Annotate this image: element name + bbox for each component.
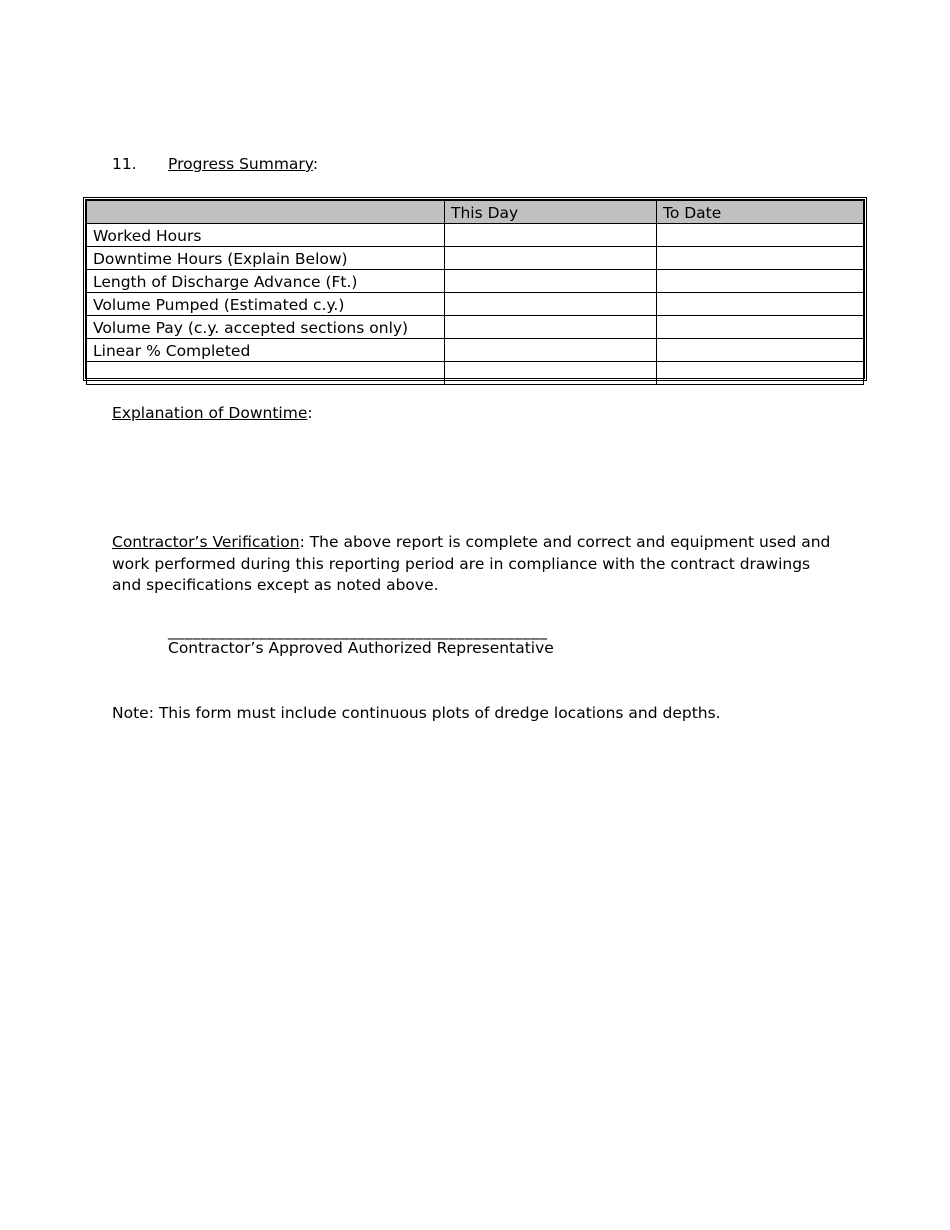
to-date-cell[interactable] [657, 362, 864, 385]
this-day-cell[interactable] [445, 316, 657, 339]
this-day-cell[interactable] [445, 293, 657, 316]
header-cell-label [87, 201, 445, 224]
to-date-cell[interactable] [657, 270, 864, 293]
table-row [87, 270, 864, 293]
section-title-text: Progress Summary [168, 155, 313, 173]
header-cell-to-date: To Date [657, 201, 864, 224]
table-row [87, 224, 864, 247]
signature-line[interactable]: ______________________________________________ [168, 622, 548, 640]
to-date-cell[interactable] [657, 316, 864, 339]
row-label: Linear % Completed [87, 339, 445, 362]
section-title-suffix: : [312, 155, 319, 173]
table-row [87, 247, 864, 270]
table-header-row [87, 201, 864, 224]
signature-caption: Contractor’s Approved Authorized Representative [168, 639, 554, 657]
this-day-cell[interactable] [445, 224, 657, 247]
table-row [87, 293, 864, 316]
this-day-cell[interactable] [445, 247, 657, 270]
section-title [168, 155, 318, 173]
row-label: Volume Pay (c.y. accepted sections only) [87, 316, 445, 339]
verification-text: : The above report is complete and correct and equipment used and work performed during this reporting period are in compliance with the contract drawings and specifications except as noted above. [112, 533, 831, 594]
to-date-cell[interactable] [657, 293, 864, 316]
to-date-cell[interactable] [657, 247, 864, 270]
row-label[interactable] [87, 362, 445, 385]
contractor-verification [112, 532, 842, 597]
verification-label: Contractor’s Verification [112, 533, 300, 551]
downtime-explanation-label [112, 404, 313, 422]
row-label: Worked Hours [87, 224, 445, 247]
this-day-cell[interactable] [445, 270, 657, 293]
form-note: Note: This form must include continuous plots of dredge locations and depths. [112, 704, 721, 722]
downtime-label-text: Explanation of Downtime [112, 404, 308, 422]
to-date-cell[interactable] [657, 224, 864, 247]
section-number: 11. [112, 155, 137, 173]
table-row [87, 316, 864, 339]
progress-summary-table [83, 197, 867, 381]
row-label: Length of Discharge Advance (Ft.) [87, 270, 445, 293]
header-cell-this-day: This Day [445, 201, 657, 224]
this-day-cell[interactable] [445, 362, 657, 385]
table-row [87, 362, 864, 385]
downtime-label-suffix: : [307, 404, 313, 422]
row-label: Volume Pumped (Estimated c.y.) [87, 293, 445, 316]
row-label: Downtime Hours (Explain Below) [87, 247, 445, 270]
this-day-cell[interactable] [445, 339, 657, 362]
to-date-cell[interactable] [657, 339, 864, 362]
table-row [87, 339, 864, 362]
